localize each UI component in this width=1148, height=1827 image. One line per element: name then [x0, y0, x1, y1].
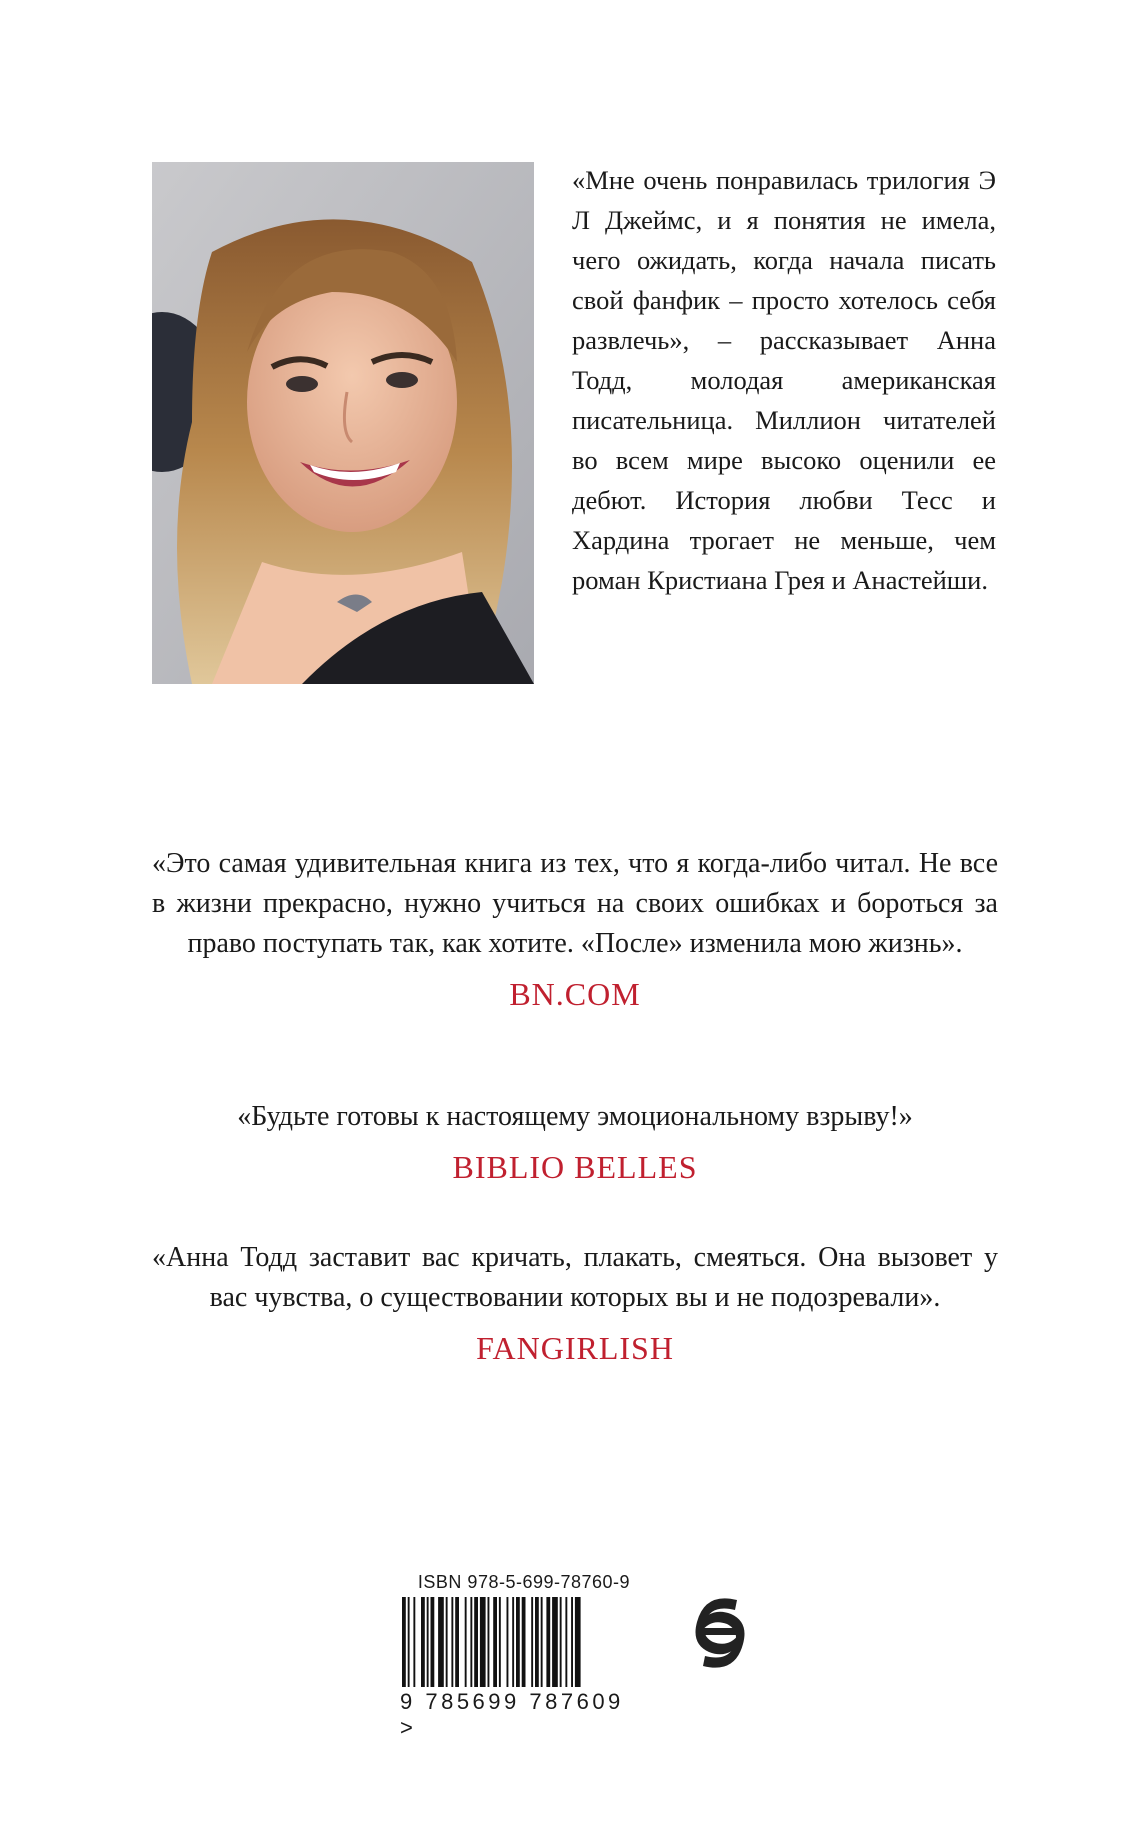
barcode-bar	[470, 1597, 472, 1687]
author-bio: «Мне очень понравилась трилогия Э Л Джеймс, и я понятия не имела, чего ожидать, когда начала писать свой фанфик – просто хотелось себя развлечь», – рассказывает Анна Тодд, молодая американская писательница. Миллион читателей во всем мире высоко оценили ее дебют. История любви Тесс и Хардина трогает не меньше, чем роман Кристиана Грея и Анастейши.	[572, 165, 996, 595]
review-text: «Анна Тодд заставит вас кричать, плакать, смеяться. Она вызовет у вас чувства, о существовании которых вы и не подозревали».	[152, 1242, 998, 1313]
barcode-bar	[480, 1597, 486, 1687]
barcode-bar	[522, 1597, 526, 1687]
barcode	[400, 1572, 648, 1741]
barcode-bar	[408, 1597, 410, 1687]
review-text: «Будьте готовы к настоящему эмоциональному взрыву!»	[237, 1101, 913, 1132]
barcode-digits: 9 785699 787609 >	[400, 1689, 624, 1740]
barcode-bar	[446, 1597, 448, 1687]
barcode-bar	[552, 1597, 558, 1687]
barcode-bar	[438, 1597, 444, 1687]
barcode-bar	[546, 1597, 550, 1687]
barcode-bar	[493, 1597, 497, 1687]
barcode-bar	[535, 1597, 539, 1687]
barcode-bar	[455, 1597, 459, 1687]
barcode-bar	[507, 1597, 509, 1687]
barcode-bar	[431, 1597, 435, 1687]
barcode-bar	[512, 1597, 514, 1687]
barcode-bar	[565, 1597, 567, 1687]
review-quote	[152, 1097, 998, 1187]
author-photo	[152, 162, 534, 684]
barcode-bar	[402, 1597, 406, 1687]
barcode-bars	[400, 1597, 648, 1687]
publisher-logo-icon	[685, 1582, 755, 1684]
barcode-bar	[575, 1597, 581, 1687]
barcode-bar	[465, 1597, 467, 1687]
isbn-label: ISBN 978-5-699-78760-9	[417, 1572, 631, 1592]
barcode-bar	[499, 1597, 501, 1687]
barcode-bar	[516, 1597, 520, 1687]
barcode-bar	[427, 1597, 429, 1687]
barcode-bar	[560, 1597, 562, 1687]
barcode-bar	[531, 1597, 533, 1687]
barcode-bar	[474, 1597, 478, 1687]
barcode-bar	[421, 1597, 425, 1687]
review-quote	[152, 844, 998, 1014]
review-source: BIBLIO BELLES	[452, 1149, 698, 1185]
barcode-bar	[571, 1597, 573, 1687]
review-source: BN.COM	[509, 976, 641, 1012]
review-source: FANGIRLISH	[476, 1330, 674, 1366]
barcode-bar	[488, 1597, 490, 1687]
review-text: «Это самая удивительная книга из тех, что я когда-либо читал. Не все в жизни прекрасно, нужно учиться на своих ошибках и бороться за право поступать так, как хотите. «После» изменила мою жизнь».	[152, 848, 998, 959]
barcode-bar	[451, 1597, 453, 1687]
barcode-bar	[413, 1597, 415, 1687]
review-quote	[152, 1238, 998, 1368]
barcode-bar	[541, 1597, 543, 1687]
